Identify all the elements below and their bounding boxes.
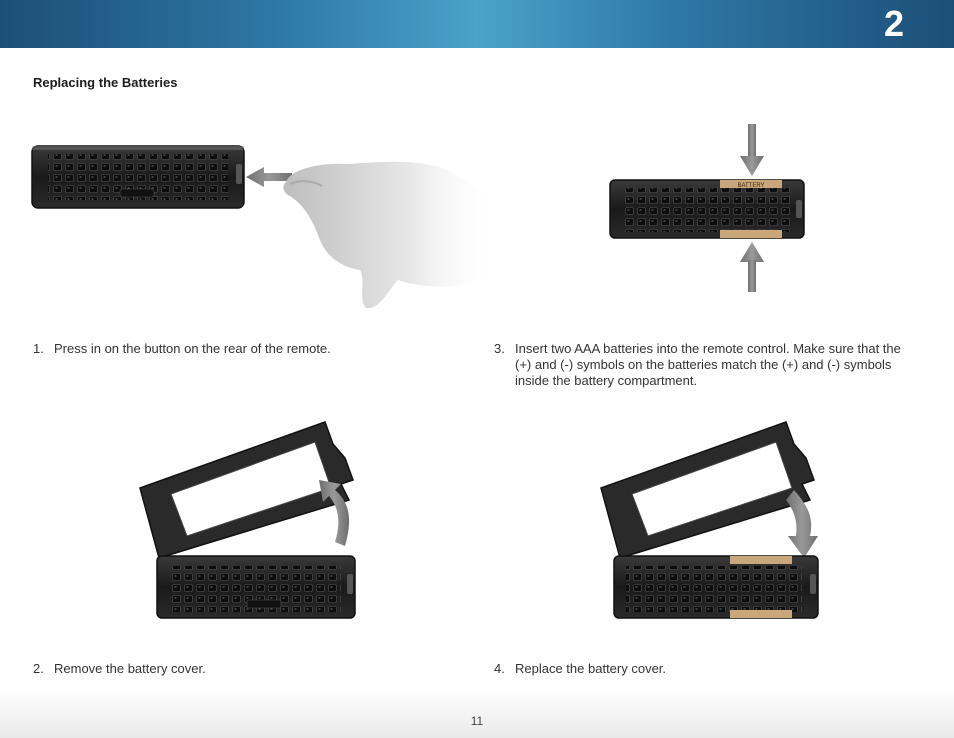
step-number: 1. [33, 341, 44, 356]
step-text: Remove the battery cover. [54, 661, 206, 676]
step-2 [33, 661, 433, 677]
step-3 [494, 341, 914, 389]
step-4 [494, 661, 914, 677]
step-1 [33, 341, 433, 357]
step4-illustration [596, 418, 826, 623]
chapter-number: 2 [883, 3, 904, 44]
curved-arrow-down-icon [786, 490, 818, 558]
step-number: 4. [494, 661, 505, 676]
battery-cover-icon [601, 422, 814, 558]
header-bar [0, 0, 954, 48]
step-number: 3. [494, 341, 505, 356]
step-text: Press in on the button on the rear of the remote. [54, 341, 331, 356]
arrow-down-icon [740, 124, 764, 176]
hand-press-icon [283, 162, 498, 308]
battery-label: BATTERY [737, 183, 765, 189]
step2-illustration [135, 418, 365, 623]
remote-control-icon [614, 556, 818, 618]
arrow-up-icon [740, 242, 764, 292]
step-text: Insert two AAA batteries into the remote control. Make sure that the (+) and (-) symbols on the batteries match the (+) and (-) symbols inside the battery compartment. [515, 341, 901, 388]
step1-illustration [28, 140, 508, 320]
step3-illustration [600, 118, 820, 298]
remote-control-icon [157, 556, 355, 618]
section-title: Replacing the Batteries [33, 75, 178, 90]
step-number: 2. [33, 661, 44, 676]
page-number: 11 [470, 714, 484, 728]
remote-control-icon [32, 146, 244, 208]
remote-control-icon [610, 180, 804, 238]
step-text: Replace the battery cover. [515, 661, 667, 676]
